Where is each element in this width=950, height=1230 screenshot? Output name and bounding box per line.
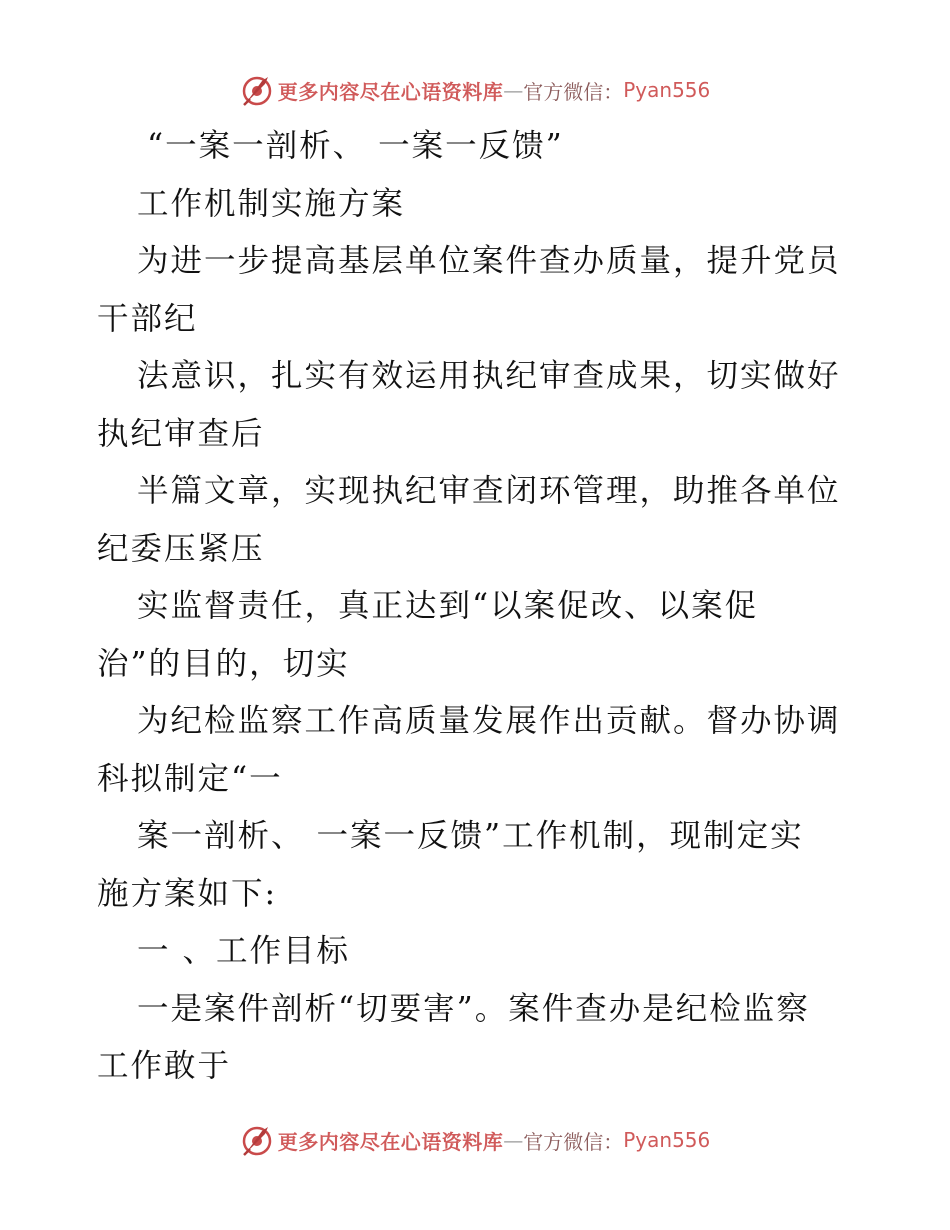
paragraph-line: 实监督责任，真正达到“以案促改、以案促 [137,588,759,624]
banner-wechat-label: 官方微信： [523,1129,624,1154]
paragraph-line: 执纪审查后 [97,415,265,452]
paragraph-line: 一是案件剖析“切要害”。案件查办是纪检监察 [137,990,810,1027]
banner-main-text: 更多内容尽在心语资料库 [277,79,504,104]
paragraph-line: 施方案如下: [97,875,278,912]
paragraph-line: 为纪检监察工作高质量发展作出贡献。督办协调 [137,703,841,739]
banner-wechat-label: 官方微信： [523,79,624,104]
paragraph-line: 干部纪 [97,300,198,337]
quill-pen-icon [240,1123,274,1157]
paragraph-line: 治”的目的，切实 [97,645,350,682]
paragraph-line: 工作敢于 [97,1048,232,1084]
banner-dash: — [503,1128,524,1152]
banner-wechat-id: Pyan556 [623,78,711,102]
paragraph-line: 案一剖析、 一案一反馈”工作机制，现制定实 [137,818,804,854]
paragraph-line: 纪委压紧压 [97,530,265,567]
banner-main-text: 更多内容尽在心语资料库 [277,1129,504,1154]
section-heading-line: 一 、工作目标 [137,933,351,969]
footer-watermark-banner [0,1120,950,1160]
document-body [97,118,867,1096]
paragraph-line: 为进一步提高基层单位案件查办质量，提升党员 [137,243,841,279]
header-watermark-banner [0,70,950,110]
paragraph-line: 半篇文章，实现执纪审查闭环管理，助推各单位 [137,473,841,509]
paragraph-line: 法意识，扎实有效运用执纪审查成果，切实做好 [137,358,841,394]
quill-pen-icon [240,73,274,107]
document-subtitle-line: 工作机制实施方案 [137,185,406,222]
banner-dash: — [503,78,524,102]
banner-wechat-id: Pyan556 [623,1128,711,1152]
document-title-line: “一案一剖析、 一案一反馈” [147,128,564,164]
paragraph-line: 科拟制定“一 [97,760,283,797]
